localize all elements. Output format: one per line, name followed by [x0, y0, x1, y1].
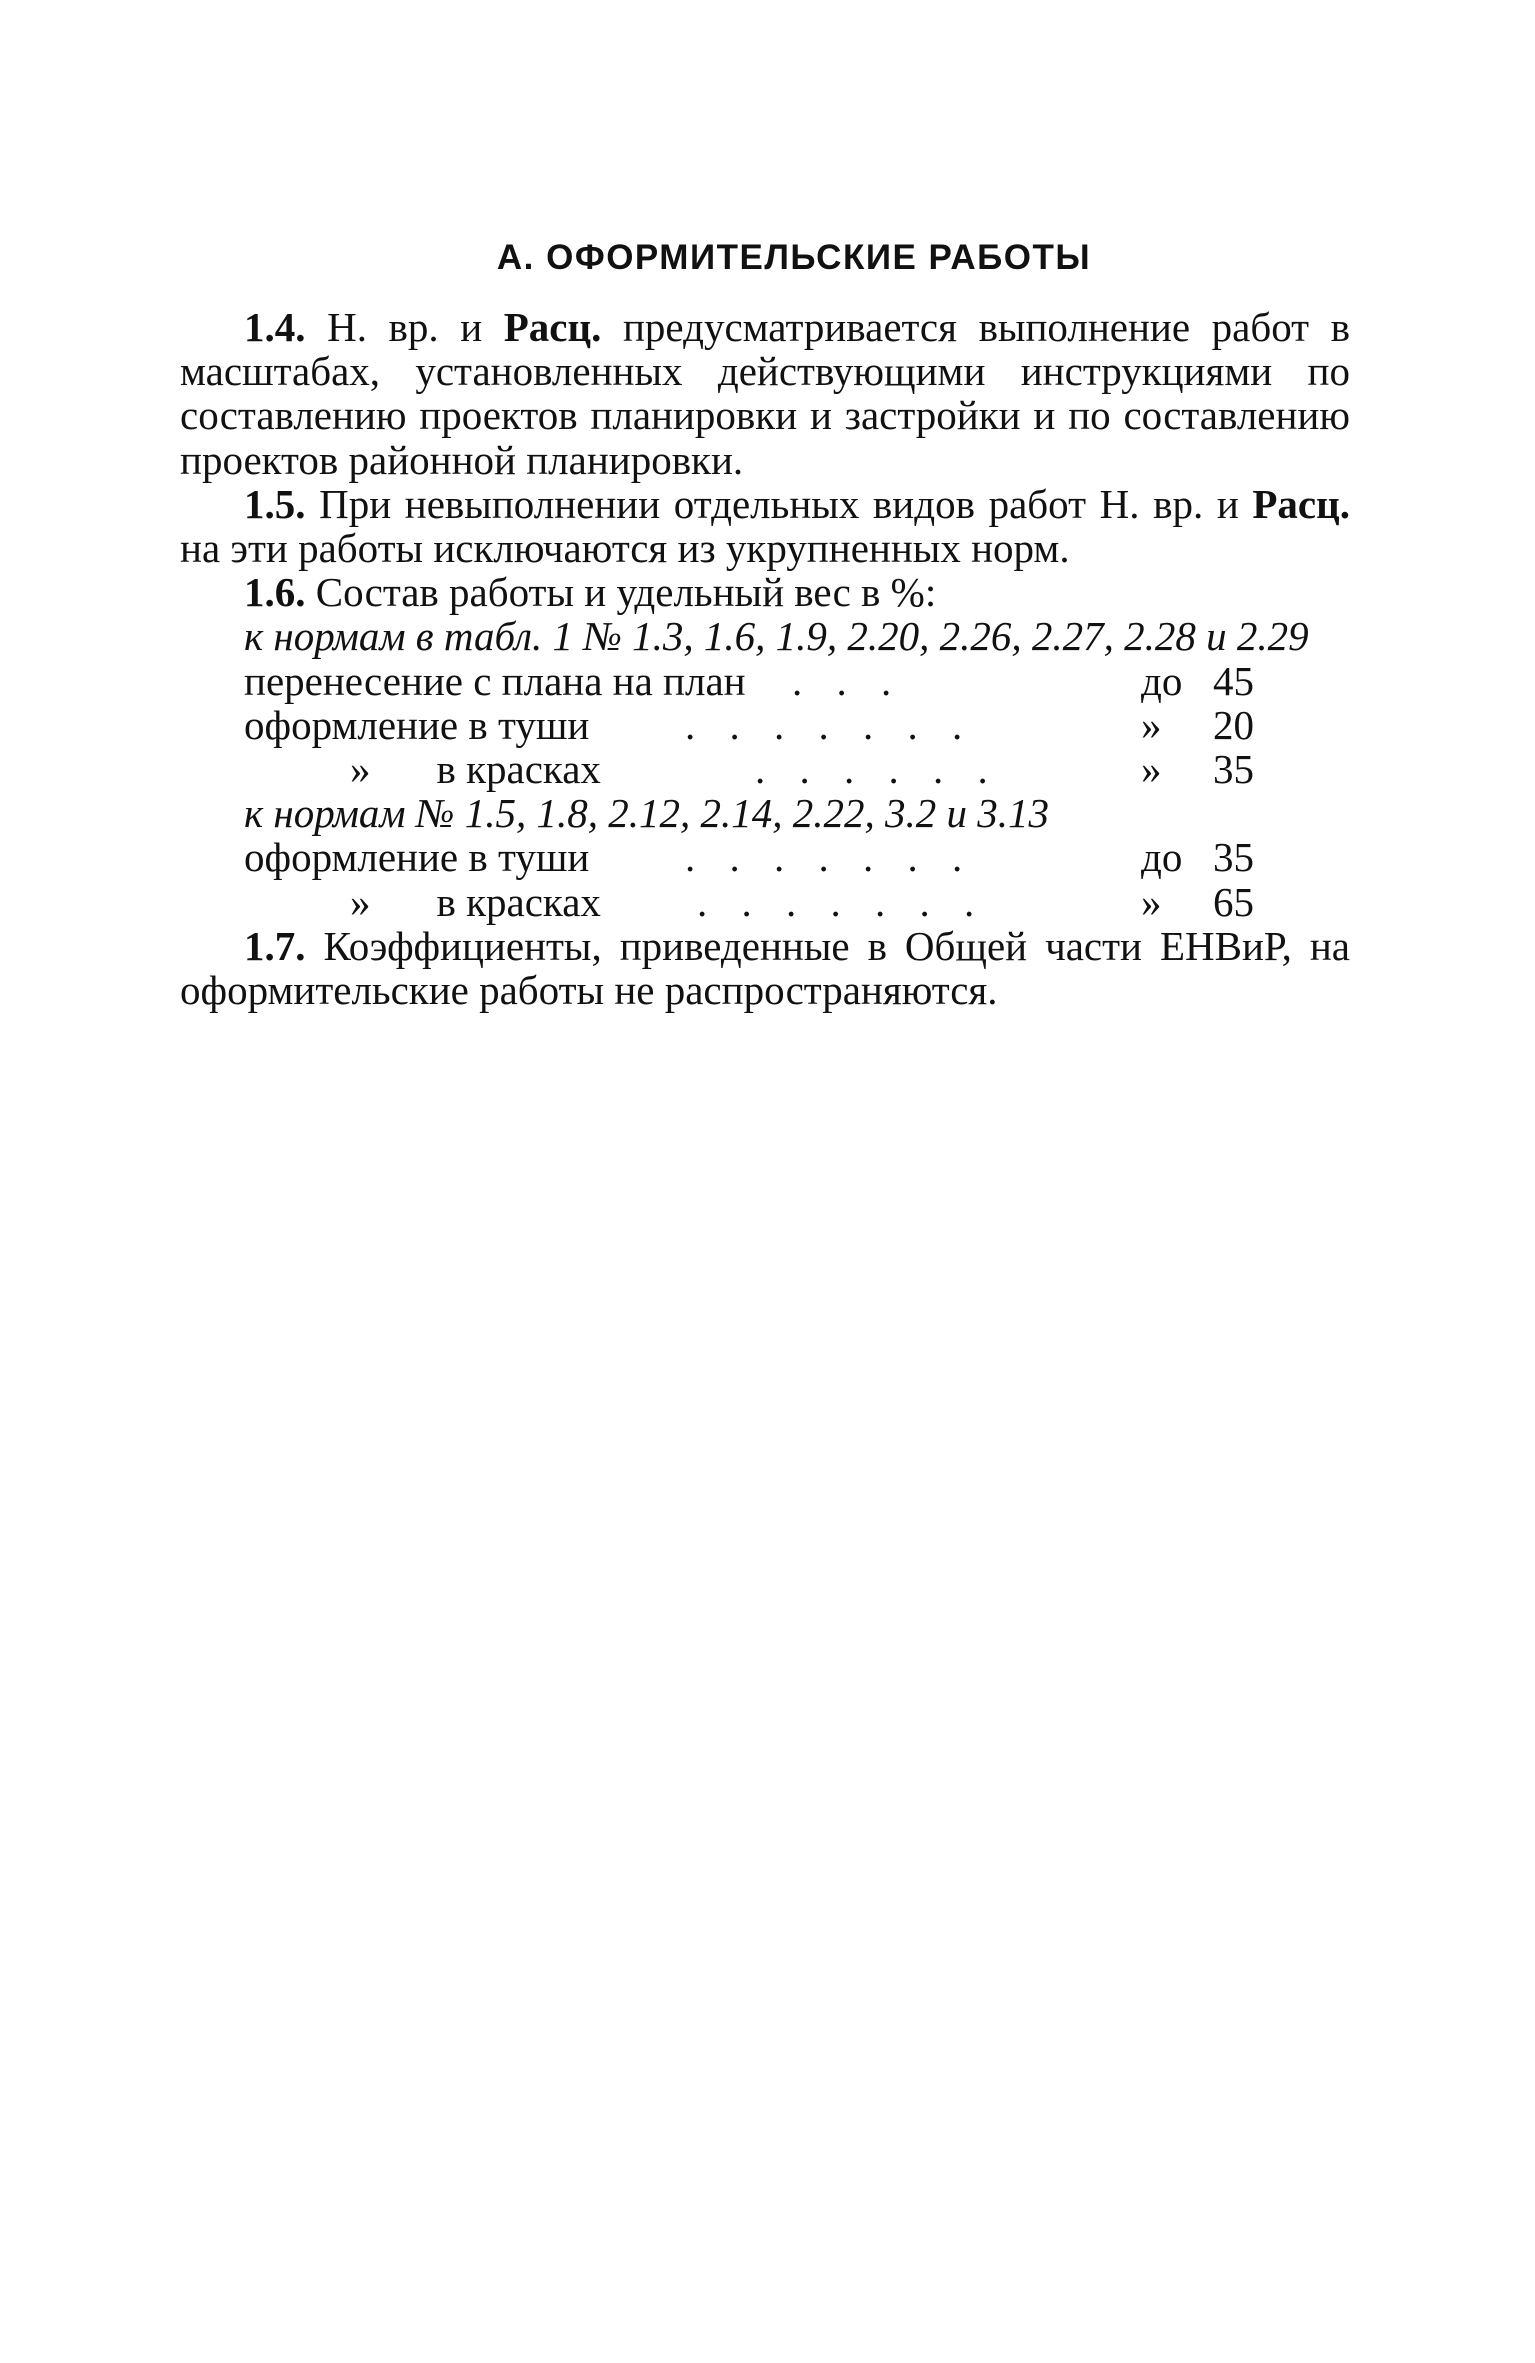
norms-note-2: к нормам № 1.5, 1.8, 2.12, 2.14, 2.22, 3.2 и 3.13	[244, 790, 1049, 837]
norms-note-1: к нормам в табл. 1 № 1.3, 1.6, 1.9, 2.20, 2.26, 2.27, 2.28 и 2.29	[244, 613, 1309, 660]
share-value: 20	[1213, 701, 1254, 748]
work-share-row	[180, 659, 1350, 703]
ditto-mark: »	[350, 878, 371, 925]
paragraph-1-7	[180, 924, 1350, 1012]
paragraph-text: При невыполнении отдельных видов работ Н. вр. и	[319, 480, 1239, 527]
work-label	[350, 747, 601, 791]
work-label: перенесение с плана на план	[244, 657, 746, 704]
paragraph-1-6	[180, 570, 1350, 614]
value-prefix: »	[1141, 878, 1162, 925]
section-heading: А. ОФОРМИТЕЛЬСКИЕ РАБОТЫ	[496, 238, 1092, 277]
leader-dots: . . .	[792, 657, 904, 704]
ditto-mark: »	[350, 746, 371, 792]
share-value: 35	[1213, 834, 1254, 881]
paragraph-text: предусматривается выполнение работ в масштабах, установленных действующими инструкциями по составлению проектов планировки и застройки и по составлению проектов районной планировки.	[180, 304, 1351, 483]
work-share-row	[180, 703, 1350, 747]
paragraph-number: 1.4.	[244, 304, 306, 350]
value-prefix: »	[1141, 746, 1162, 792]
paragraph-text: Состав работы и удельный вес в %:	[315, 569, 937, 616]
work-label	[350, 880, 601, 924]
share-value: 35	[1213, 746, 1254, 792]
rasc-term: Расц.	[503, 304, 602, 350]
paragraph-1-5	[180, 482, 1350, 570]
paragraph-text: на эти работы исключаются из укрупненных норм.	[180, 525, 1070, 572]
rasc-term: Расц.	[1252, 480, 1351, 527]
work-label-text: в красках	[436, 878, 601, 925]
share-value: 45	[1213, 657, 1254, 704]
work-share-row	[180, 835, 1350, 879]
work-label: оформление в туши	[244, 701, 590, 748]
paragraph-number: 1.5.	[244, 480, 306, 527]
leader-dots: . . . . . .	[755, 746, 1000, 792]
section-body	[180, 305, 1350, 1012]
paragraph-1-4	[180, 305, 1350, 482]
leader-dots: . . . . . . .	[697, 878, 987, 925]
work-label-text: в красках	[436, 746, 601, 792]
share-value: 65	[1213, 878, 1254, 925]
paragraph-number: 1.6.	[244, 569, 306, 616]
paragraph-text: Коэффициенты, приведенные в Общей части ЕНВиР, на оформительские работы не распространяются.	[180, 922, 1350, 1013]
value-prefix: до	[1141, 834, 1183, 881]
work-label: оформление в туши	[244, 834, 590, 881]
leader-dots: . . . . . . .	[685, 701, 975, 748]
paragraph-number: 1.7.	[244, 922, 306, 969]
work-share-row	[180, 880, 1350, 924]
work-share-row	[180, 747, 1350, 791]
paragraph-text: Н. вр. и	[327, 304, 483, 350]
value-prefix: »	[1141, 701, 1162, 748]
leader-dots: . . . . . . .	[685, 834, 975, 881]
value-prefix: до	[1141, 657, 1183, 704]
